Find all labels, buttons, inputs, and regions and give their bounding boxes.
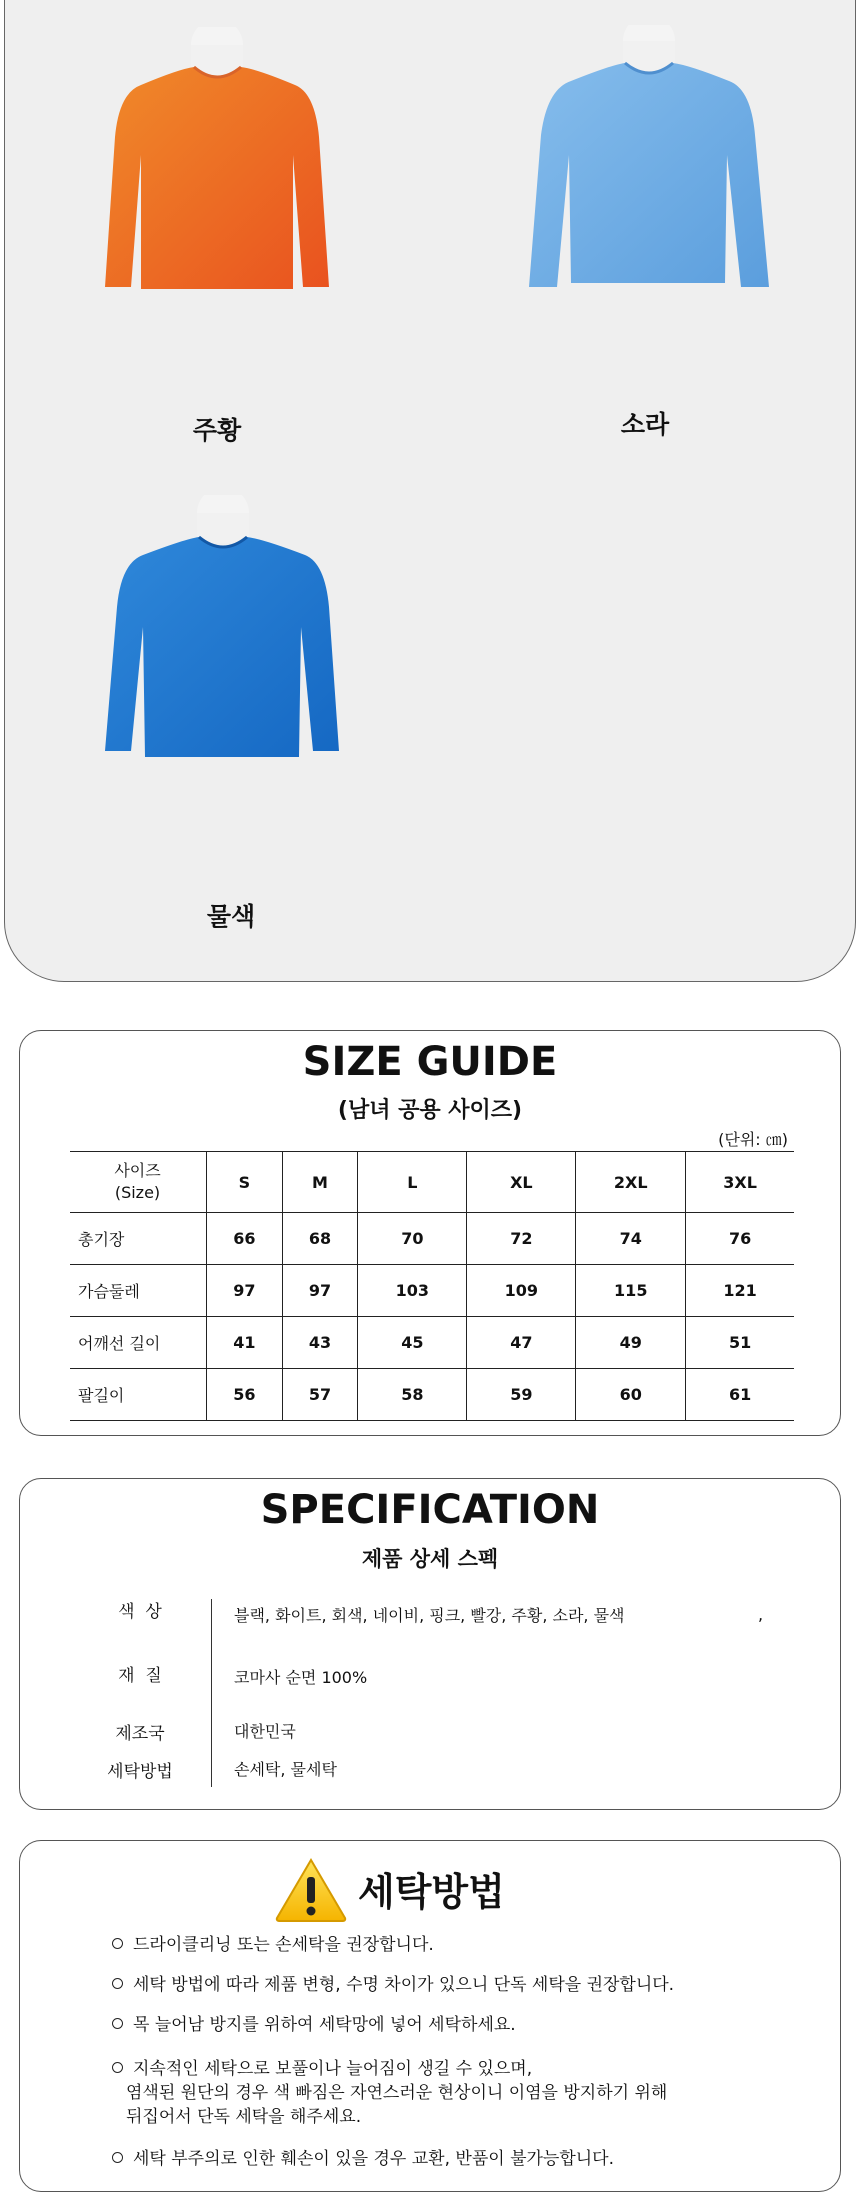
table-row bbox=[70, 1213, 794, 1265]
spec-value-washing: 손세탁, 물세탁 bbox=[234, 1760, 337, 1779]
color-label-waterblue: 물색 bbox=[206, 902, 256, 931]
table-cell: 51 bbox=[686, 1317, 794, 1369]
table-cell: 97 bbox=[207, 1265, 283, 1317]
washing-title: 세탁방법 bbox=[358, 1870, 505, 1914]
table-cell: 59 bbox=[467, 1369, 576, 1421]
row-label: 가슴둘레 bbox=[70, 1265, 207, 1317]
table-cell: 45 bbox=[358, 1317, 467, 1369]
size-unit-label: (단위: ㎝) bbox=[718, 1130, 788, 1149]
table-cell: 103 bbox=[358, 1265, 467, 1317]
spec-stray-comma: , bbox=[758, 1605, 764, 1624]
row-label: 어깨선 길이 bbox=[70, 1317, 207, 1369]
size-header-label-en: (Size) bbox=[114, 1183, 161, 1202]
size-header-row bbox=[70, 1152, 794, 1213]
table-cell: 70 bbox=[358, 1213, 467, 1265]
color-label-sky: 소라 bbox=[620, 410, 670, 439]
table-row bbox=[70, 1265, 794, 1317]
row-label: 팔길이 bbox=[70, 1369, 207, 1421]
table-cell: 66 bbox=[207, 1213, 283, 1265]
spec-divider bbox=[211, 1599, 212, 1787]
table-cell: 121 bbox=[686, 1265, 794, 1317]
wash-text: 뒤집어서 단독 세탁을 해주세요. bbox=[126, 2107, 362, 2127]
table-cell: 74 bbox=[576, 1213, 686, 1265]
shirt-image-sky bbox=[511, 25, 791, 287]
washing-instructions-box bbox=[19, 1840, 841, 2192]
spec-label-washing: 세탁방법 bbox=[107, 1762, 173, 1782]
list-item bbox=[112, 2013, 812, 2037]
table-cell: 115 bbox=[576, 1265, 686, 1317]
wash-text: 지속적인 세탁으로 보풀이나 늘어짐이 생길 수 있으며, bbox=[133, 2059, 533, 2079]
size-header-cell: 2XL bbox=[576, 1152, 686, 1213]
spec-value-color: 블랙, 화이트, 회색, 네이비, 핑크, 빨강, 주황, 소라, 물색 bbox=[234, 1606, 625, 1625]
wash-text: 세탁 부주의로 인한 훼손이 있을 경우 교환, 반품이 불가능합니다. bbox=[133, 2149, 615, 2169]
table-cell: 76 bbox=[686, 1213, 794, 1265]
washing-list bbox=[112, 1933, 812, 2187]
table-cell: 56 bbox=[207, 1369, 283, 1421]
size-header-label-ko: 사이즈 bbox=[114, 1161, 161, 1180]
size-header-cell: 3XL bbox=[686, 1152, 794, 1213]
bullet-circle-icon bbox=[112, 2152, 123, 2163]
wash-text: 염색된 원단의 경우 색 빠짐은 자연스러운 현상이니 이염을 방지하기 위해 bbox=[126, 2083, 668, 2103]
table-cell: 60 bbox=[576, 1369, 686, 1421]
spec-label-color: 색 상 bbox=[118, 1602, 162, 1622]
list-item bbox=[112, 2147, 812, 2171]
warning-triangle-icon bbox=[274, 1857, 348, 1927]
specification-subtitle: 제품 상세 스펙 bbox=[361, 1547, 499, 1571]
size-header-cell: S bbox=[207, 1152, 283, 1213]
table-cell: 72 bbox=[467, 1213, 576, 1265]
wash-text: 드라이클리닝 또는 손세탁을 권장합니다. bbox=[133, 1935, 434, 1955]
size-header-label bbox=[70, 1152, 207, 1213]
shirt-image-waterblue bbox=[85, 495, 365, 757]
table-cell: 57 bbox=[282, 1369, 358, 1421]
size-guide-subtitle: (남녀 공용 사이즈) bbox=[337, 1098, 523, 1123]
bullet-circle-icon bbox=[112, 2018, 123, 2029]
bullet-circle-icon bbox=[112, 1978, 123, 1989]
table-cell: 43 bbox=[282, 1317, 358, 1369]
table-row bbox=[70, 1317, 794, 1369]
size-header-cell: L bbox=[358, 1152, 467, 1213]
size-table bbox=[70, 1151, 794, 1421]
list-item bbox=[112, 1933, 812, 1957]
table-cell: 41 bbox=[207, 1317, 283, 1369]
specification-box bbox=[19, 1478, 841, 1810]
table-row bbox=[70, 1369, 794, 1421]
spec-label-origin: 제조국 bbox=[115, 1724, 165, 1744]
bullet-circle-icon bbox=[112, 2062, 123, 2073]
bullet-circle-icon bbox=[112, 1938, 123, 1949]
spec-value-material: 코마사 순면 100% bbox=[234, 1668, 368, 1687]
row-label: 총기장 bbox=[70, 1213, 207, 1265]
table-cell: 109 bbox=[467, 1265, 576, 1317]
size-guide-box bbox=[19, 1030, 841, 1436]
list-item bbox=[112, 1973, 812, 1997]
table-cell: 68 bbox=[282, 1213, 358, 1265]
table-cell: 97 bbox=[282, 1265, 358, 1317]
specification-title: SPECIFICATION bbox=[260, 1487, 600, 1533]
table-cell: 58 bbox=[358, 1369, 467, 1421]
wash-text: 목 늘어남 방지를 위하여 세탁망에 넣어 세탁하세요. bbox=[133, 2015, 516, 2035]
table-cell: 49 bbox=[576, 1317, 686, 1369]
wash-text: 세탁 방법에 따라 제품 변형, 수명 차이가 있으니 단독 세탁을 권장합니다. bbox=[133, 1975, 675, 1995]
size-header-cell: XL bbox=[467, 1152, 576, 1213]
table-cell: 47 bbox=[467, 1317, 576, 1369]
size-header-cell: M bbox=[282, 1152, 358, 1213]
list-item bbox=[112, 2057, 812, 2129]
spec-value-origin: 대한민국 bbox=[234, 1722, 296, 1741]
shirt-image-orange bbox=[79, 27, 359, 289]
color-options-panel bbox=[4, 0, 856, 982]
table-cell: 61 bbox=[686, 1369, 794, 1421]
size-guide-title: SIZE GUIDE bbox=[302, 1039, 558, 1085]
color-label-orange: 주황 bbox=[192, 416, 242, 445]
spec-label-material: 재 질 bbox=[118, 1666, 162, 1686]
